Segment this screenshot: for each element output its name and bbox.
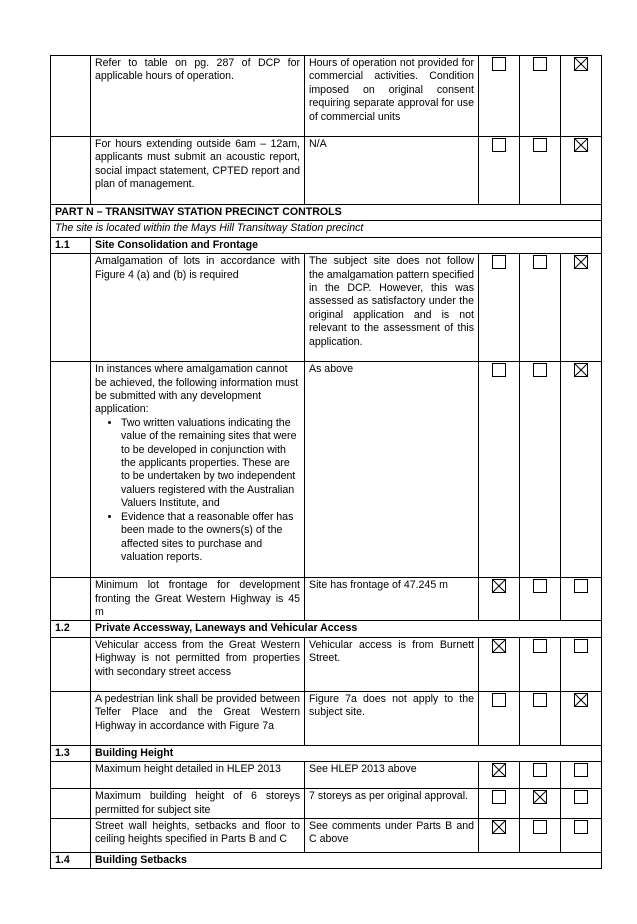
no-checkbox[interactable] (533, 763, 547, 777)
na-cell (561, 254, 602, 362)
comment-cell: The subject site does not follow the amalgamation pattern specified in the DCP. However, this was assessed as satisfactory under the original application and is not relevant to the assessment of this application. (305, 254, 479, 362)
no-cell (520, 362, 561, 578)
na-cell (561, 789, 602, 819)
yes-checkbox[interactable] (492, 639, 506, 653)
no-cell (520, 137, 561, 205)
comment-cell: 7 storeys as per original approval. (305, 789, 479, 819)
number-cell (51, 637, 91, 691)
na-checkbox[interactable] (574, 579, 588, 593)
table-row (51, 691, 602, 745)
control-cell: Minimum lot frontage for development fronting the Great Western Highway is 45 m (91, 578, 305, 621)
no-checkbox[interactable] (533, 693, 547, 707)
na-checkbox[interactable] (574, 693, 588, 707)
yes-checkbox[interactable] (492, 693, 506, 707)
na-cell (561, 578, 602, 621)
number-cell (51, 819, 91, 853)
na-checkbox[interactable] (574, 255, 588, 269)
table-row (51, 745, 602, 761)
no-checkbox[interactable] (533, 790, 547, 804)
yes-checkbox[interactable] (492, 138, 506, 152)
yes-cell (479, 56, 520, 137)
yes-cell (479, 789, 520, 819)
control-cell: Street wall heights, setbacks and floor to ceiling heights specified in Parts B and C (91, 819, 305, 853)
no-cell (520, 56, 561, 137)
yes-checkbox[interactable] (492, 820, 506, 834)
section-number: 1.1 (51, 237, 91, 253)
na-cell (561, 362, 602, 578)
number-cell (51, 137, 91, 205)
control-cell: Maximum building height of 6 storeys permitted for subject site (91, 789, 305, 819)
bullet-list (95, 417, 300, 564)
table-row (51, 762, 602, 789)
no-checkbox[interactable] (533, 138, 547, 152)
control-cell: Amalgamation of lots in accordance with Figure 4 (a) and (b) is required (91, 254, 305, 362)
comment-cell: Hours of operation not provided for commercial activities. Condition imposed on original consent requiring separate approval for use of commercial units (305, 56, 479, 137)
no-cell (520, 819, 561, 853)
no-checkbox[interactable] (533, 579, 547, 593)
comment-cell: N/A (305, 137, 479, 205)
yes-cell (479, 762, 520, 789)
na-checkbox[interactable] (574, 639, 588, 653)
yes-checkbox[interactable] (492, 57, 506, 71)
yes-checkbox[interactable] (492, 763, 506, 777)
no-checkbox[interactable] (533, 255, 547, 269)
table-row (51, 56, 602, 137)
na-checkbox[interactable] (574, 57, 588, 71)
no-cell (520, 762, 561, 789)
table-row (51, 621, 602, 637)
na-checkbox[interactable] (574, 790, 588, 804)
yes-cell (479, 637, 520, 691)
yes-cell (479, 578, 520, 621)
number-cell (51, 56, 91, 137)
na-checkbox[interactable] (574, 763, 588, 777)
no-checkbox[interactable] (533, 820, 547, 834)
table-row (51, 362, 602, 578)
na-cell (561, 691, 602, 745)
yes-checkbox[interactable] (492, 579, 506, 593)
comment-cell: See HLEP 2013 above (305, 762, 479, 789)
control-cell (91, 362, 305, 578)
na-cell (561, 762, 602, 789)
table-row (51, 254, 602, 362)
number-cell (51, 362, 91, 578)
yes-cell (479, 254, 520, 362)
number-cell (51, 691, 91, 745)
control-cell: Vehicular access from the Great Western Highway is not permitted from properties with secondary street access (91, 637, 305, 691)
na-cell (561, 137, 602, 205)
table-row (51, 237, 602, 253)
no-checkbox[interactable] (533, 639, 547, 653)
no-cell (520, 578, 561, 621)
section-number: 1.2 (51, 621, 91, 637)
comment-cell: See comments under Parts B and C above (305, 819, 479, 853)
yes-checkbox[interactable] (492, 363, 506, 377)
section-title: Site Consolidation and Frontage (91, 237, 602, 253)
control-text: In instances where amalgamation cannot be achieved, the following information must be submitted with any development application: (95, 363, 299, 416)
comment-cell: Site has frontage of 47.245 m (305, 578, 479, 621)
na-cell (561, 56, 602, 137)
na-checkbox[interactable] (574, 138, 588, 152)
control-cell: For hours extending outside 6am – 12am, applicants must submit an acoustic report, social impact statement, CPTED report and plan of management. (91, 137, 305, 205)
table-row (51, 789, 602, 819)
no-checkbox[interactable] (533, 363, 547, 377)
table-row (51, 637, 602, 691)
table-row (51, 819, 602, 853)
na-checkbox[interactable] (574, 820, 588, 834)
table-row (51, 578, 602, 621)
yes-cell (479, 362, 520, 578)
number-cell (51, 254, 91, 362)
yes-checkbox[interactable] (492, 790, 506, 804)
comment-cell: Vehicular access is from Burnett Street. (305, 637, 479, 691)
control-cell: A pedestrian link shall be provided between Telfer Place and the Great Western Highway in accordance with Figure 7a (91, 691, 305, 745)
section-number: 1.3 (51, 745, 91, 761)
yes-cell (479, 691, 520, 745)
no-cell (520, 637, 561, 691)
number-cell (51, 578, 91, 621)
yes-cell (479, 137, 520, 205)
na-cell (561, 637, 602, 691)
yes-checkbox[interactable] (492, 255, 506, 269)
compliance-table-body (51, 56, 602, 869)
part-heading: PART N – TRANSITWAY STATION PRECINCT CONTROLS (51, 205, 602, 221)
control-cell: Maximum height detailed in HLEP 2013 (91, 762, 305, 789)
yes-cell (479, 819, 520, 853)
no-cell (520, 691, 561, 745)
section-title: Private Accessway, Laneways and Vehicular Access (91, 621, 602, 637)
table-row (51, 205, 602, 221)
section-title: Building Height (91, 745, 602, 761)
comment-cell: Figure 7a does not apply to the subject site. (305, 691, 479, 745)
number-cell (51, 762, 91, 789)
na-checkbox[interactable] (574, 363, 588, 377)
list-item: • Two written valuations indicating the value of the remaining sites that were to be developed in conjunction with the applicants properties. These are to be undertaken by two independent valuers registered with the Australian Valuers Institute, and (121, 417, 300, 511)
number-cell (51, 789, 91, 819)
table-row (51, 853, 602, 869)
no-cell (520, 789, 561, 819)
site-note: The site is located within the Mays Hill Transitway Station precinct (51, 221, 602, 237)
section-title: Building Setbacks (91, 853, 602, 869)
table-row (51, 137, 602, 205)
table-row (51, 221, 602, 237)
no-cell (520, 254, 561, 362)
list-item: • Evidence that a reasonable offer has been made to the owners(s) of the affected sites to purchase and valuation reports. (121, 511, 300, 565)
no-checkbox[interactable] (533, 57, 547, 71)
na-cell (561, 819, 602, 853)
comment-cell: As above (305, 362, 479, 578)
control-cell: Refer to table on pg. 287 of DCP for applicable hours of operation. (91, 56, 305, 137)
section-number: 1.4 (51, 853, 91, 869)
compliance-table (50, 55, 602, 869)
